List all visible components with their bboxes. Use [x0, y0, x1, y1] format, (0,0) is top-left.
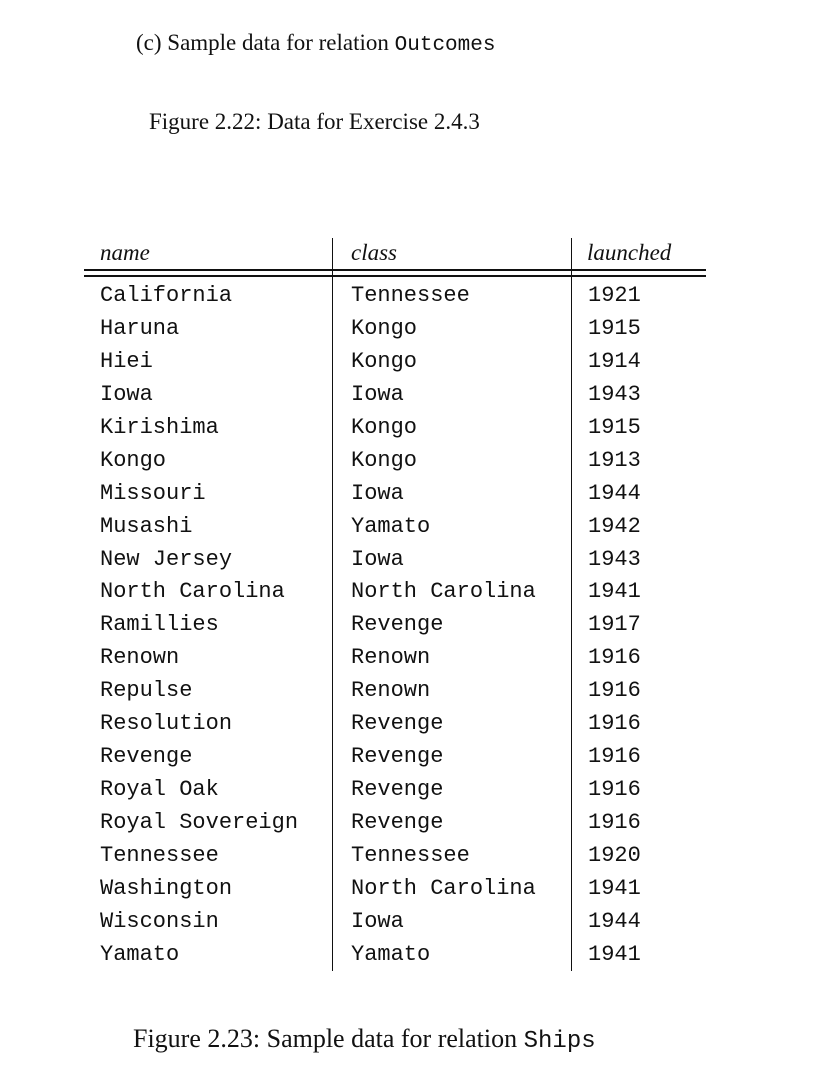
cell-launched: 1916 — [588, 777, 641, 803]
table-row — [84, 743, 706, 776]
table-row — [84, 381, 706, 414]
cell-class: Tennessee — [351, 283, 470, 308]
cell-name: Renown — [100, 645, 180, 671]
table-row — [84, 875, 706, 908]
cell-class: Kongo — [351, 414, 418, 440]
table-row — [84, 611, 706, 644]
cell-name: Kirishima — [100, 414, 219, 440]
cell-class: Iowa — [351, 381, 404, 407]
cell-name: Tennessee — [100, 842, 219, 868]
table-row — [84, 908, 706, 941]
cell-name: Musashi — [100, 513, 193, 539]
cell-name: Resolution — [100, 711, 233, 737]
cell-class: North Carolina — [351, 579, 536, 605]
cell-name: Wisconsin — [100, 908, 219, 934]
table-row — [84, 578, 706, 611]
table-row — [84, 776, 706, 809]
table-row — [84, 842, 706, 875]
cell-name: Haruna — [100, 315, 180, 341]
cell-name: Repulse — [100, 678, 193, 704]
cell-name: North Carolina — [100, 579, 285, 605]
cell-launched: 1944 — [588, 908, 641, 934]
cell-name: Yamato — [100, 941, 180, 967]
cell-class: Kongo — [351, 348, 418, 374]
cell-name: Washington — [100, 875, 233, 901]
cell-launched: 1917 — [588, 612, 641, 638]
cell-name: Iowa — [100, 381, 153, 407]
cell-launched: 1944 — [588, 480, 641, 506]
cell-launched: 1941 — [588, 579, 641, 605]
table-row — [84, 480, 706, 513]
cell-name: Royal Oak — [100, 777, 219, 803]
cell-class: Kongo — [351, 447, 418, 473]
cell-launched: 1915 — [588, 315, 641, 341]
cell-launched: 1913 — [588, 447, 641, 473]
table-row — [84, 315, 706, 348]
table-row — [84, 809, 706, 842]
cell-name: New Jersey — [100, 546, 233, 572]
cell-name: Revenge — [100, 744, 193, 770]
cell-name: Ramillies — [100, 612, 219, 638]
cell-name: Royal Sovereign — [100, 810, 299, 835]
table-row — [84, 513, 706, 546]
cell-launched: 1916 — [588, 678, 641, 704]
table-row — [84, 282, 706, 315]
cell-class: Revenge — [351, 810, 444, 835]
header-class: class — [351, 240, 397, 265]
cell-launched: 1942 — [588, 513, 641, 539]
figure-2-23-caption-text: Figure 2.23: Sample data for relation — [133, 1024, 524, 1053]
figure-2-22-caption: Figure 2.22: Data for Exercise 2.4.3 — [149, 109, 480, 134]
table-row — [84, 414, 706, 447]
figure-2-23-caption — [133, 1024, 596, 1055]
cell-class: Yamato — [351, 941, 431, 967]
cell-class: Iowa — [351, 546, 404, 572]
cell-class: North Carolina — [351, 875, 536, 901]
table-row — [84, 447, 706, 480]
outcomes-relation-name: Outcomes — [394, 34, 496, 57]
table-row — [84, 546, 706, 579]
table-row — [84, 710, 706, 743]
cell-class: Yamato — [351, 513, 431, 539]
cell-launched: 1915 — [588, 414, 641, 440]
table-row — [84, 941, 706, 974]
header-name: name — [100, 240, 150, 265]
cell-class: Revenge — [351, 777, 444, 803]
cell-class: Revenge — [351, 711, 444, 737]
cell-class: Revenge — [351, 744, 444, 770]
cell-class: Tennessee — [351, 842, 470, 868]
table-header-row — [84, 238, 706, 272]
cell-class: Kongo — [351, 315, 418, 341]
ships-table — [84, 238, 706, 972]
cell-launched: 1921 — [588, 283, 641, 308]
cell-launched: 1916 — [588, 744, 641, 770]
cell-launched: 1916 — [588, 711, 641, 737]
cell-name: Missouri — [100, 480, 206, 506]
outcomes-caption — [136, 30, 495, 57]
cell-launched: 1941 — [588, 941, 641, 967]
cell-name: Hiei — [100, 348, 153, 374]
cell-launched: 1916 — [588, 810, 641, 835]
cell-class: Renown — [351, 645, 431, 671]
cell-launched: 1943 — [588, 546, 641, 572]
header-launched: launched — [587, 240, 672, 265]
ships-relation-name: Ships — [523, 1028, 596, 1055]
table-row — [84, 348, 706, 381]
table-row — [84, 644, 706, 677]
table-row — [84, 677, 706, 710]
cell-launched: 1941 — [588, 875, 641, 901]
header-rule-top — [84, 269, 706, 271]
cell-name: California — [100, 283, 233, 308]
header-rule-bottom — [84, 275, 706, 277]
cell-launched: 1916 — [588, 645, 641, 671]
cell-class: Revenge — [351, 612, 444, 638]
cell-launched: 1914 — [588, 348, 641, 374]
cell-class: Iowa — [351, 480, 404, 506]
cell-class: Renown — [351, 678, 431, 704]
cell-launched: 1943 — [588, 381, 641, 407]
outcomes-caption-text: (c) Sample data for relation — [136, 30, 395, 55]
cell-launched: 1920 — [588, 842, 641, 868]
cell-class: Iowa — [351, 908, 404, 934]
table-body — [84, 282, 706, 974]
cell-name: Kongo — [100, 447, 167, 473]
